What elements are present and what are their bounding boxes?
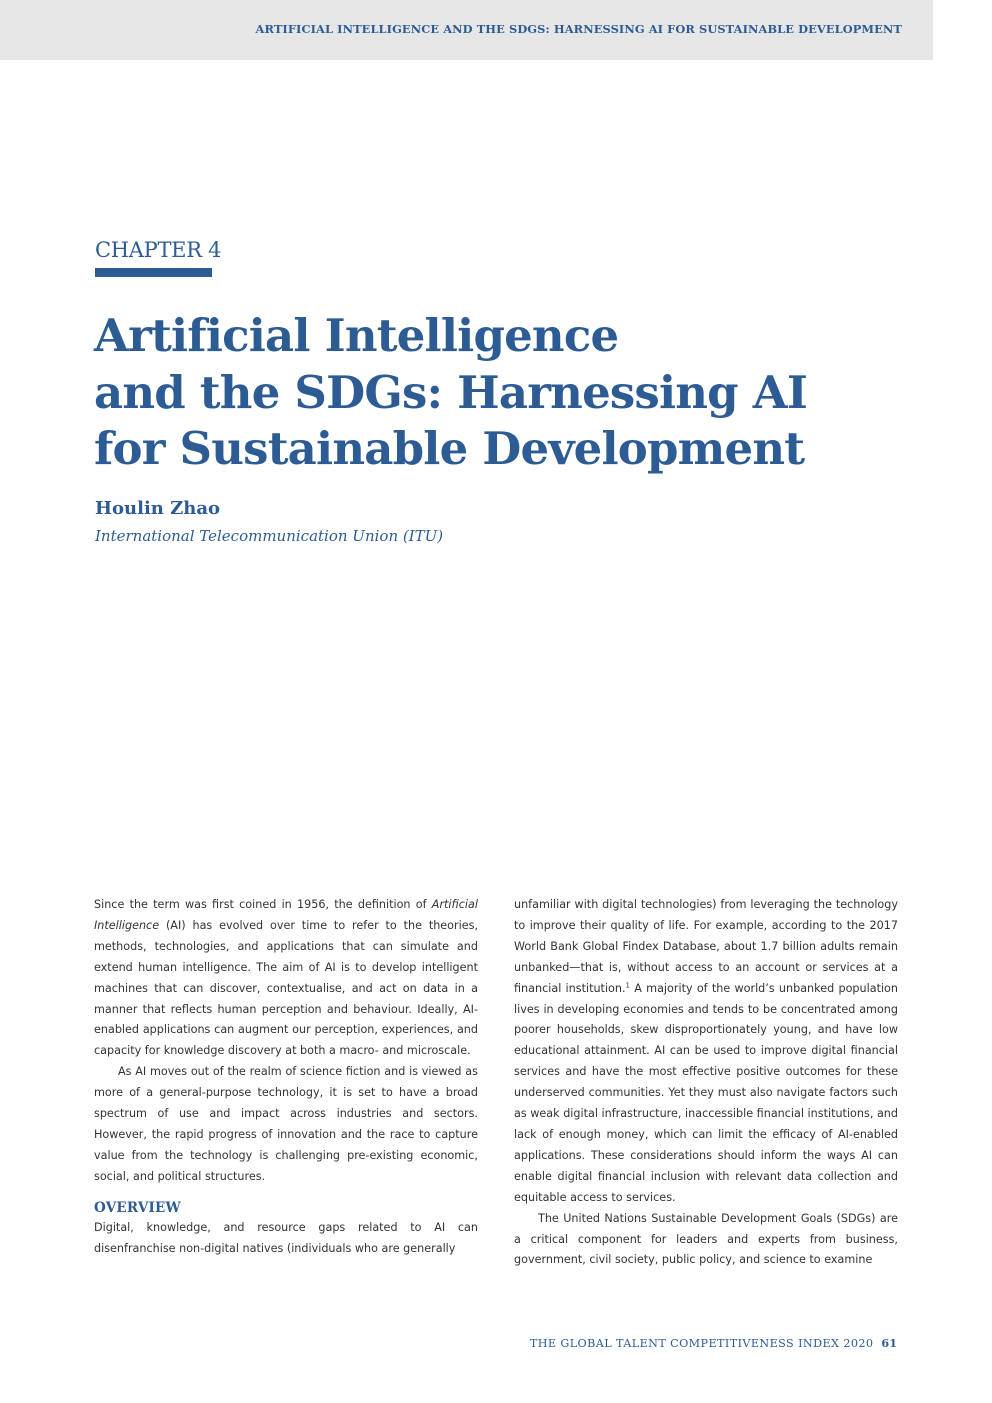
paragraph-sdgs: The United Nations Sustainable Development Goals (SDGs) are a critical component for leaders and experts from business, government, civil society, public policy, and science to examine [514,1211,898,1267]
paragraph-overview: Digital, knowledge, and resource gaps related to AI can disenfranchise non-digital natives (individuals who are generally [94,1220,478,1255]
body-column-left [94,895,478,1260]
paragraph-text: (AI) has evolved over time to refer to the theories, methods, technologies, and applications that can simulate and extend human intelligence. The aim of AI is to develop intelligent machines that can discover, contextualise, and act on data in a manner that reflects human perception and behaviour. Ideally, AI-enabled applications can augment our perception, experiences, and capacity for knowledge discovery at both a macro- and microscale. [94,918,478,1058]
paragraph-text: A majority of the world’s unbanked population lives in developing economies and tends to be concentrated among poorer households, skew disproportionately young, and have low educational attainment. AI can be used to improve digital financial services and have the most effective positive outcomes for these underserved communities. Yet they must also navigate factors such as weak digital infrastructure, inaccessible financial institutions, and lack of enough money, which can limit the efficacy of AI-enabled applications. These considerations should inform the ways AI can enable digital financial inclusion with relevant data collection and equitable access to services. [514,981,898,1204]
paragraph-unbanked [514,895,898,1209]
page-footer [530,1336,897,1350]
emphasis-term: Artificial Intelligence [94,898,478,932]
chapter-title-line-1: Artificial Intelligence [94,309,619,362]
author-name: Houlin Zhao [95,498,221,519]
author-affiliation: International Telecommunication Union (ITU) [95,527,444,545]
footnote-ref-1[interactable]: 1 [625,980,631,989]
running-title: ARTIFICIAL INTELLIGENCE AND THE SDGS: HARNESSING AI FOR SUSTAINABLE DEVELOPMENT [255,22,902,36]
body-column-right [514,895,898,1271]
paragraph-text: unfamiliar with digital technologies) from leveraging the technology to improve their quality of life. For example, according to the 2017 World Bank Global Findex Database, about 1.7 billion adults remain unbanked—that is, without access to an account or services at a financial institution. [514,898,898,995]
paragraph-general-purpose: As AI moves out of the realm of science fiction and is viewed as more of a general-purpose technology, it is set to have a broad spectrum of use and impact across industries and sectors. However, the rapid progress of innovation and the race to capture value from the technology is challenging pre-existing economic, social, and political structures. [94,1065,478,1183]
paragraph-intro [94,895,478,1062]
page-number: 61 [881,1336,897,1350]
chapter-underline [95,268,212,277]
publication-title: THE GLOBAL TALENT COMPETITIVENESS INDEX 2020 [529,1337,874,1350]
chapter-title-line-3: for Sustainable Development [94,422,805,475]
chapter-title-line-2: and the SDGs: Harnessing AI [94,365,808,419]
chapter-label: CHAPTER 4 [95,238,222,262]
chapter-title [94,308,914,478]
running-header [0,0,933,60]
paragraph-text: Since the term was first coined in 1956, the definition of [94,898,432,911]
section-heading-overview: OVERVIEW [94,1199,181,1216]
